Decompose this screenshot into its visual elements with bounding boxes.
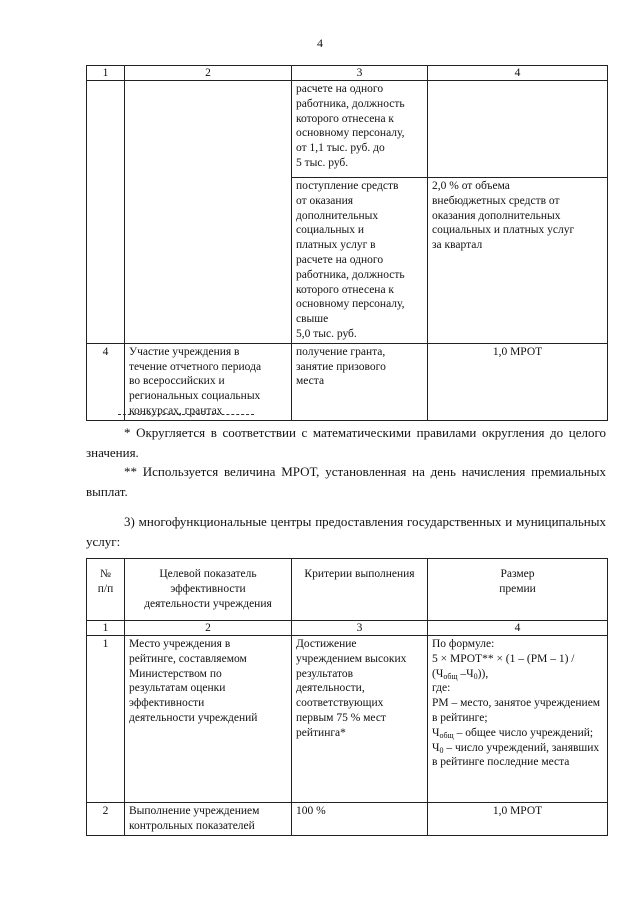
criteria-cell: расчете на одного работника, должность которого отнесена к основному персоналу, от 1,1 тыс. руб. до 5 тыс. руб. xyxy=(292,81,428,178)
definition-rm: РМ – место, занятое учреждением в рейтинге; xyxy=(432,697,601,724)
column-number: 4 xyxy=(428,621,608,636)
column-number-row xyxy=(87,621,608,636)
footnote-separator xyxy=(118,414,254,415)
table-row xyxy=(87,81,608,178)
page-number: 4 xyxy=(317,36,323,50)
header-row xyxy=(87,559,608,621)
header-criteria: Критерии выполнения xyxy=(292,559,428,621)
column-number: 4 xyxy=(428,66,608,81)
column-number: 3 xyxy=(292,66,428,81)
header-indicator: Целевой показатель эффективности деятельности учреждения xyxy=(125,559,292,621)
table-row xyxy=(87,343,608,420)
definition-ch0: $Ч_0$ – число учреждений, занявших в рейтинге последние места xyxy=(432,741,600,769)
formula-where: где: xyxy=(432,682,451,695)
criteria-cell: поступление средств от оказания дополнительных социальных и платных услуг в расчете на одного работника, должность которого отнесена к основному персоналу, свыше 5,0 тыс. руб. xyxy=(292,178,428,344)
criteria-cell: получение гранта, занятие призового места xyxy=(292,343,428,420)
premium-cell: 1,0 МРОТ xyxy=(428,803,608,836)
footnote-mrot: ** Используется величина МРОТ, установленная на день начисления премиальных выплат. xyxy=(86,464,606,499)
section-heading: 3) многофункциональные центры предоставления государственных и муниципальных услуг: xyxy=(86,514,606,549)
column-number: 2 xyxy=(125,621,292,636)
indicator-cell xyxy=(125,81,292,344)
footnote-rounding: * Округляется в соответствии с математическими правилами округления до целого значения. xyxy=(86,425,606,460)
column-number-row xyxy=(87,66,608,81)
indicator-cell: Место учреждения в рейтинге, составляемом Министерством по результатам оценки эффективности деятельности учреждений xyxy=(125,636,292,803)
premium-cell xyxy=(428,81,608,178)
premium-cell: 1,0 МРОТ xyxy=(428,343,608,420)
premium-table-continued xyxy=(86,65,608,421)
definition-chobsh: $Ч_{общ}$ – общее число учреждений; xyxy=(432,726,594,740)
column-number: 3 xyxy=(292,621,428,636)
column-number: 2 xyxy=(125,66,292,81)
table-row xyxy=(87,636,608,803)
row-number-cell: 2 xyxy=(87,803,125,836)
criteria-cell: 100 % xyxy=(292,803,428,836)
premium-formula-cell xyxy=(428,636,608,803)
indicator-cell: Участие учреждения в течение отчетного периода во всероссийских и региональных социальных конкурсах, грантах xyxy=(125,343,292,420)
formula-intro: По формуле: xyxy=(432,638,495,650)
table-row xyxy=(87,803,608,836)
header-premium: Размер премии xyxy=(428,559,608,621)
header-number: № п/п xyxy=(87,559,125,621)
criteria-cell: Достижение учреждением высоких результатов деятельности, соответствующих первым 75 % мест рейтинга* xyxy=(292,636,428,803)
row-number-cell: 4 xyxy=(87,343,125,420)
formula-line: ($Ч_{общ}$ $-Ч_0$)), xyxy=(432,667,489,681)
formula-line: 5 × МРОТ** × (1 – (РМ – 1) / xyxy=(432,652,575,665)
premium-cell: 2,0 % от объема внебюджетных средств от оказания дополнительных социальных и платных услуг за квартал xyxy=(428,178,608,344)
row-number-cell: 1 xyxy=(87,636,125,803)
column-number: 1 xyxy=(87,621,125,636)
indicator-cell: Выполнение учреждением контрольных показателей xyxy=(125,803,292,836)
row-number-cell xyxy=(87,81,125,344)
mfc-premium-table xyxy=(86,558,608,836)
column-number: 1 xyxy=(87,66,125,81)
